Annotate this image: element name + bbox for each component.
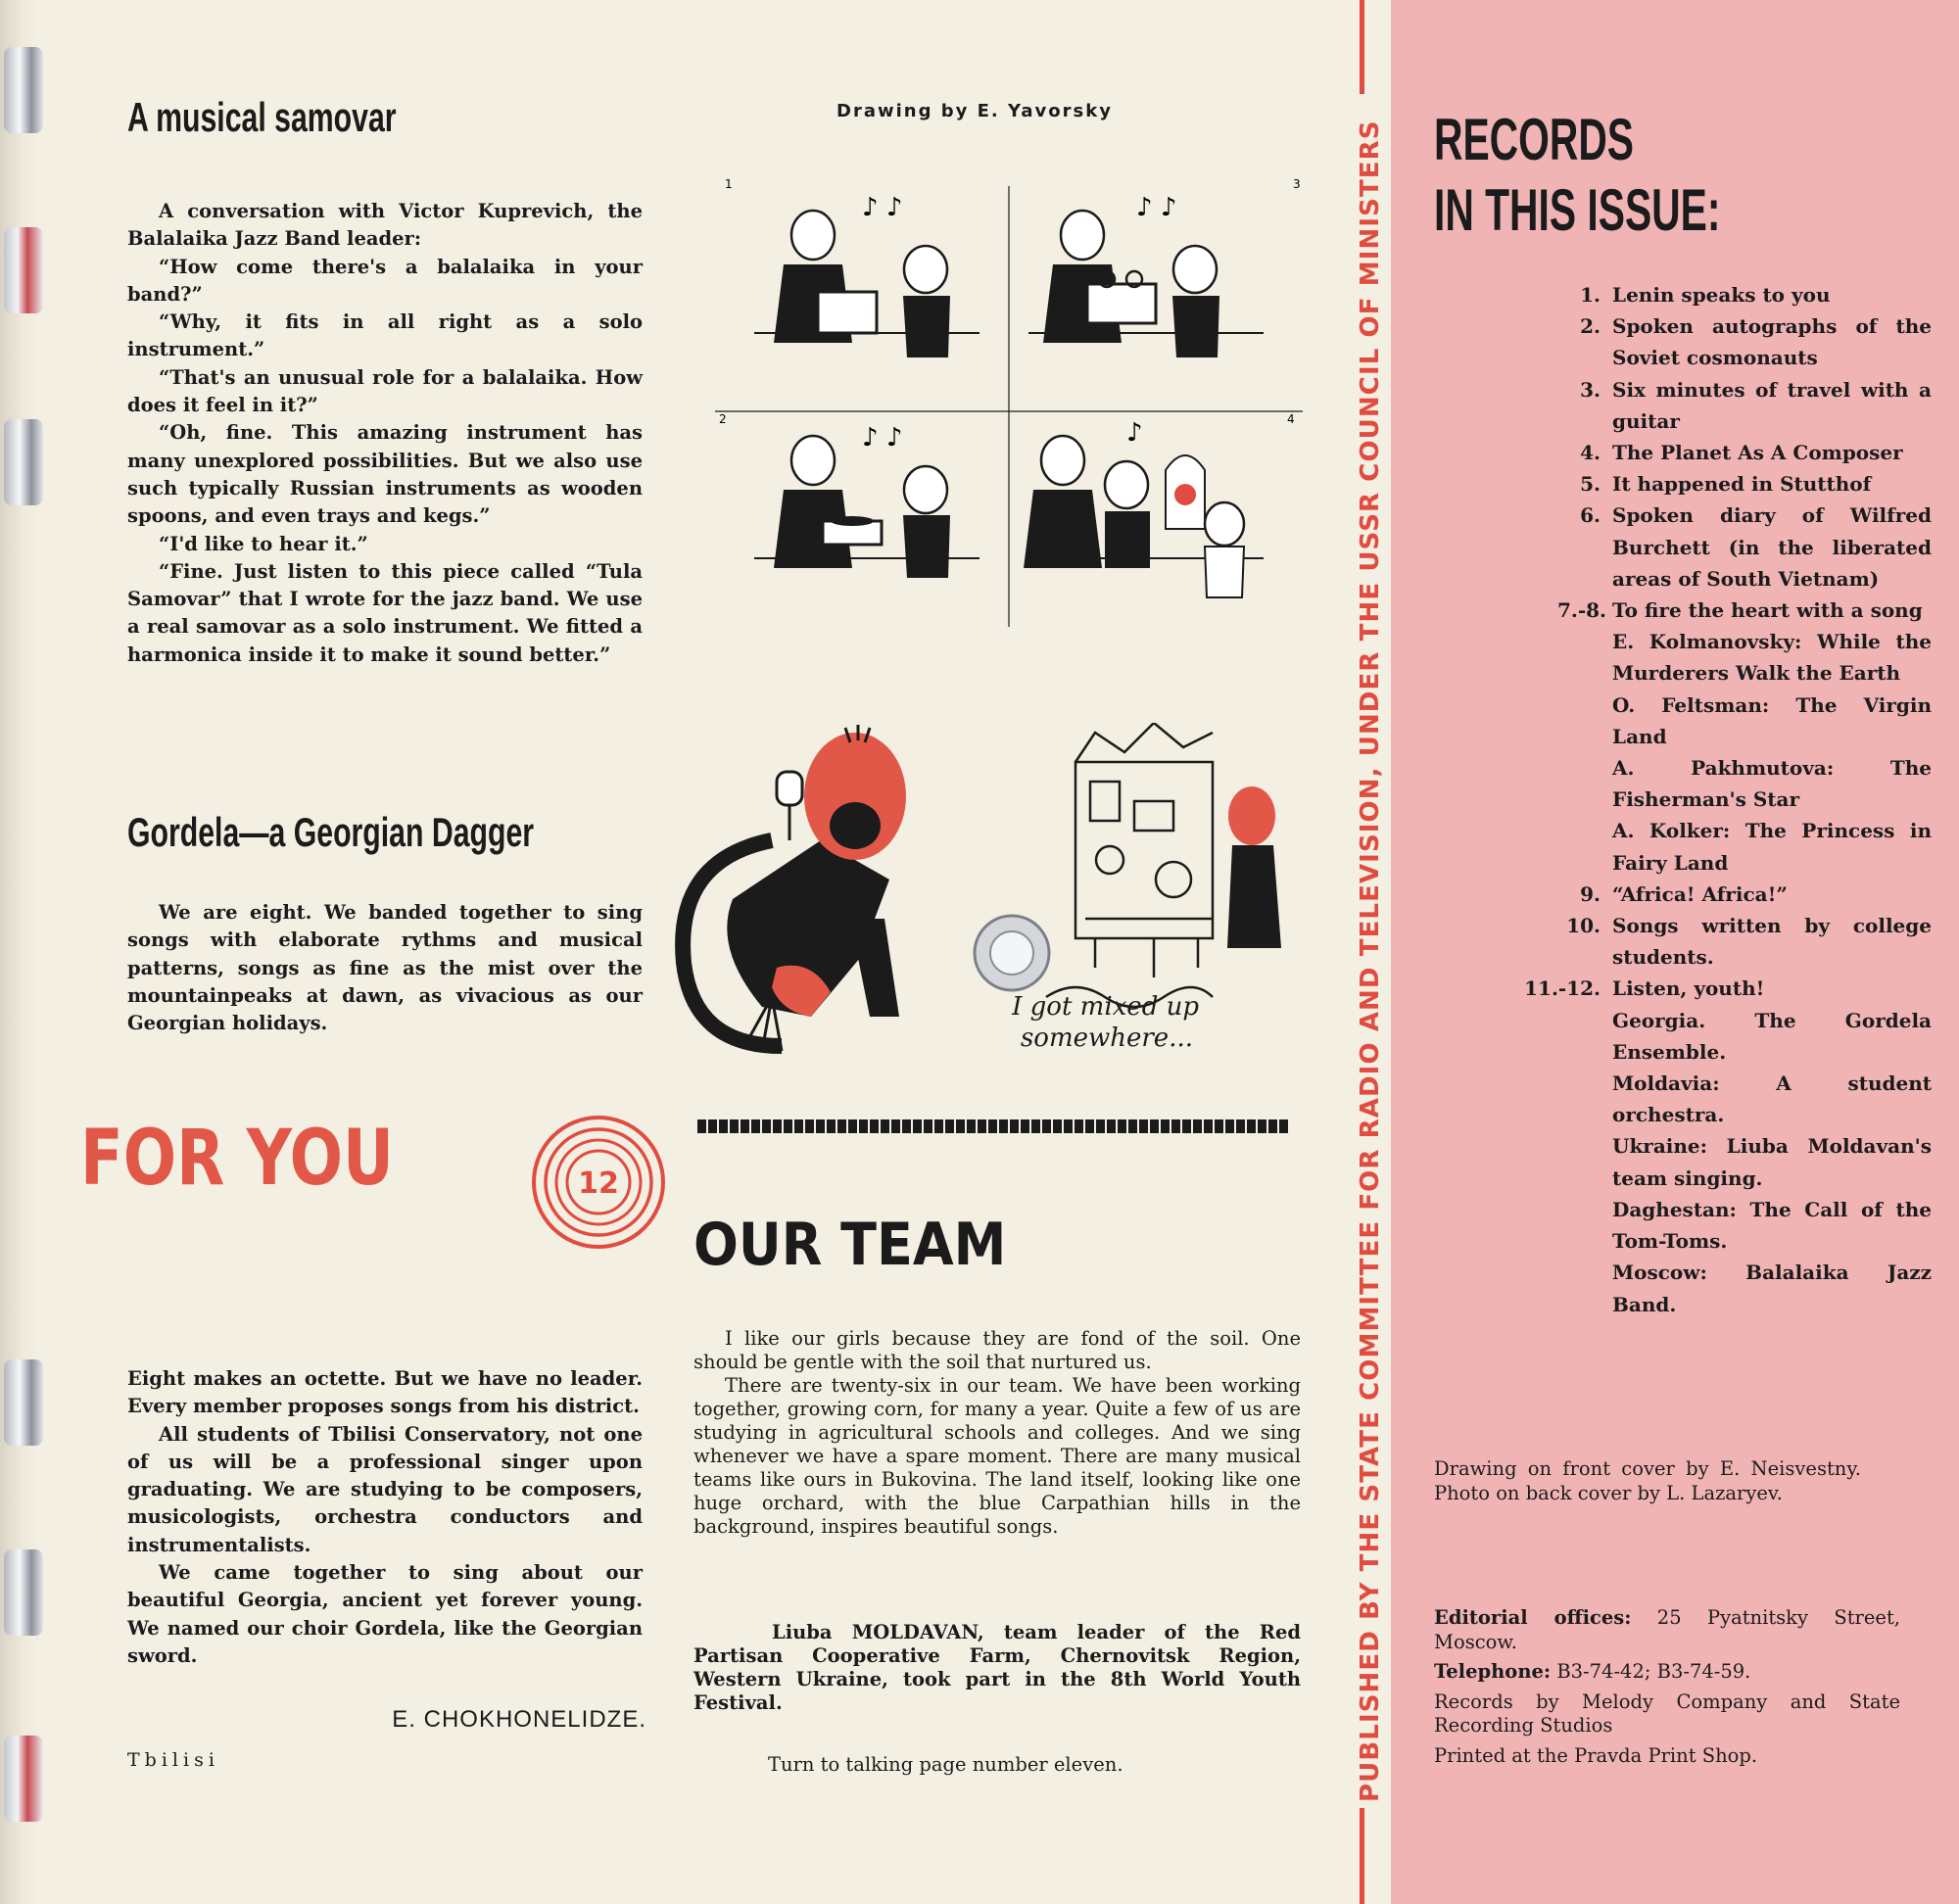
record-title: O. Feltsman: The Virgin Land (1612, 692, 1932, 748)
record-title: Spoken autographs of the Soviet cosmonauts (1612, 314, 1932, 370)
record-number: 2. (1580, 314, 1601, 339)
record-number: 6. (1580, 503, 1601, 528)
singer-and-machine-illustration (664, 723, 1301, 1061)
section-divider (697, 1119, 1290, 1133)
record-title: A. Kolker: The Princess in Fairy Land (1612, 819, 1932, 875)
record-title: Songs written by college students. (1612, 914, 1932, 970)
record-item (1518, 1257, 1932, 1319)
records-panel (1391, 0, 1959, 1904)
turn-page-note: Turn to talking page number eleven. (768, 1753, 1123, 1776)
publisher-line-wrap (1336, 98, 1385, 1802)
binding-ring (4, 1736, 43, 1822)
record-title: To fire the heart with a song (1612, 598, 1923, 623)
records-list (1518, 279, 1959, 1320)
record-title: E. Kolmanovsky: While the Murderers Walk the Earth (1612, 630, 1932, 686)
record-item (1518, 437, 1932, 468)
telephone-value: B3-74-42; B3-74-59. (1556, 1660, 1751, 1683)
panel-number: 3 (1293, 177, 1301, 191)
comic-panel (1028, 193, 1264, 357)
samovar-paragraph: “That's an unusual role for a balalaika. How does it feel in it?” (127, 365, 643, 417)
panel-number: 2 (719, 412, 727, 426)
cover-credits: Drawing on front cover by E. Neisvestny. Photo on back cover by L. Lazaryev. (1434, 1457, 1861, 1504)
records-title-line2: IN THIS ISSUE: (1434, 177, 1721, 243)
our-team-paragraph: There are twenty-six in our team. We have been working together, growing corn, for many a year. Quite a few of us are studying in agricultural schools and colleges. And we sing whenever we have a spare moment. There are many musical teams like ours in Bukovina. The land itself, looking like one huge orchard, with the blue Carpathian hills in the background, inspires beautiful songs. (693, 1374, 1301, 1538)
gordela-heading: Gordela—a Georgian Dagger (127, 809, 535, 855)
publisher-line: PUBLISHED BY THE STATE COMMITTEE FOR RADIO AND TELEVISION, UNDER THE USSR COUNCIL OF MINISTERS (1356, 119, 1385, 1802)
record-item (1518, 374, 1932, 437)
binding-ring (4, 227, 43, 313)
record-number: 11.-12. (1524, 976, 1601, 1001)
record-item (1518, 752, 1932, 815)
record-item (1518, 468, 1932, 500)
record-title: The Planet As A Composer (1612, 441, 1903, 465)
gordela-article (127, 1365, 643, 1670)
record-title: A. Pakhmutova: The Fisherman's Star (1612, 756, 1932, 812)
binding-ring (4, 1359, 43, 1446)
comic-panel (1024, 418, 1264, 597)
red-rule-bottom (1360, 1808, 1364, 1904)
record-title: Ukraine: Liuba Moldavan's team singing. (1612, 1134, 1932, 1190)
gordela-paragraph: We came together to sing about our beautiful Georgia, ancient yet forever young. We named our choir Gordela, like the Georgian sword. (127, 1561, 643, 1667)
samovar-paragraph: “Why, it fits in all right as a solo instrument.” (127, 310, 643, 361)
comic-panel (754, 193, 980, 357)
record-title: Daghestan: The Call of the Tom-Toms. (1612, 1197, 1932, 1254)
record-item (1518, 815, 1932, 878)
editorial-offices-line (1434, 1606, 1900, 1654)
gordela-place: Tbilisi (127, 1749, 219, 1771)
illustration-caption-line1: I got mixed up (1012, 992, 1199, 1022)
records-by-line: Records by Melody Company and State Recording Studios (1434, 1690, 1900, 1737)
record-item (1518, 1068, 1932, 1130)
record-item (1518, 595, 1932, 626)
record-item (1518, 1005, 1932, 1068)
panel-number: 1 (725, 177, 733, 191)
samovar-paragraph: “I'd like to hear it.” (159, 532, 368, 555)
record-item (1518, 910, 1932, 973)
record-number: 5. (1580, 472, 1601, 497)
svg-text:♪ ♪: ♪ ♪ (862, 193, 903, 222)
record-title: Georgia. The Gordela Ensemble. (1612, 1008, 1932, 1064)
svg-text:♪ ♪: ♪ ♪ (1136, 193, 1177, 222)
record-number: 9. (1580, 881, 1601, 906)
binding-ring (4, 47, 43, 133)
svg-text:♪: ♪ (1126, 418, 1143, 448)
record-title: Moscow: Balalaika Jazz Band. (1612, 1261, 1932, 1316)
record-title: “Africa! Africa!” (1612, 881, 1788, 906)
printed-at-line: Printed at the Pravda Print Shop. (1434, 1743, 1758, 1767)
samovar-heading: A musical samovar (127, 94, 397, 140)
samovar-paragraph: “Fine. Just listen to this piece called “Tula Samovar” that I wrote for the jazz band. We use a real samovar as a solo instrument. We fitted a harmonica inside it to make it sound better.” (127, 559, 643, 666)
gordela-intro-text: We are eight. We banded together to sing songs with elaborate rythms and musical patterns, songs as fine as the mist over the mountainpeaks at dawn, as vivacious as our Georgian holidays. (127, 901, 643, 1035)
drawing-credit: Drawing by E. Yavorsky (836, 101, 1113, 121)
gordela-paragraph: All students of Tbilisi Conservatory, not one of us will be a professional singer upon graduating. We are studying to be composers, musicologists, orchestra conductors and instrumentalists. (127, 1422, 643, 1556)
binding-ring (4, 1549, 43, 1636)
gordela-intro (127, 899, 643, 1037)
illustration-caption-line2: somewhere... (1020, 1023, 1193, 1053)
record-item (1518, 973, 1932, 1004)
record-number: 4. (1580, 441, 1601, 465)
samovar-article (127, 198, 643, 669)
record-item (1518, 310, 1932, 373)
comic-panel (754, 423, 980, 578)
record-number: 1. (1580, 283, 1601, 307)
record-number: 10. (1566, 914, 1601, 938)
svg-text:♪ ♪: ♪ ♪ (862, 423, 903, 452)
spiral-binding (0, 0, 39, 1904)
panel-number: 4 (1287, 412, 1295, 426)
badge-number: 12 (578, 1166, 619, 1201)
red-rule-top (1360, 0, 1364, 94)
samovar-paragraph: “How come there's a balalaika in your band?” (127, 255, 643, 306)
record-title: Lenin speaks to you (1612, 283, 1831, 307)
issue-number-badge (529, 1113, 668, 1252)
record-item (1518, 690, 1932, 752)
record-number: 7.-8. (1556, 598, 1606, 623)
record-item (1518, 879, 1932, 910)
editorial-info (1434, 1606, 1900, 1768)
record-item (1518, 500, 1932, 595)
samovar-paragraph: A conversation with Victor Kuprevich, the Balalaika Jazz Band leader: (127, 200, 643, 251)
editorial-offices-value: 25 Pyatnitsky Street, Moscow. (1434, 1606, 1900, 1653)
our-team-signature: Liuba MOLDAVAN, team leader of the Red Partisan Cooperative Farm, Chernovitsk Region, Western Ukraine, took part in the 8th World Youth Festival. (693, 1621, 1301, 1714)
record-item (1518, 1194, 1932, 1257)
record-title: It happened in Stutthof (1612, 472, 1872, 497)
record-item (1518, 1130, 1932, 1193)
samovar-paragraph: “Oh, fine. This amazing instrument has many unexplored possibilities. But we also use such typically Russian instruments as wooden spoons, and even trays and kegs.” (127, 421, 643, 528)
our-team-paragraph: I like our girls because they are fond of the soil. One should be gentle with the soil that nurtured us. (693, 1327, 1301, 1373)
our-team-article (693, 1327, 1301, 1539)
editorial-offices-label: Editorial offices: (1434, 1606, 1632, 1629)
record-item (1518, 279, 1932, 310)
comic-strip-illustration (715, 176, 1303, 627)
for-you-title: FOR YOU (80, 1115, 394, 1203)
record-title: Listen, youth! (1612, 976, 1765, 1001)
record-item (1518, 626, 1932, 689)
telephone-label: Telephone: (1434, 1660, 1552, 1683)
record-title: Spoken diary of Wilfred Burchett (in the liberated areas of South Vietnam) (1612, 503, 1932, 591)
binding-ring (4, 419, 43, 505)
record-number: 3. (1580, 377, 1601, 402)
gordela-paragraph: Eight makes an octette. But we have no leader. Every member proposes songs from his district. (127, 1367, 643, 1418)
record-title: Six minutes of travel with a guitar (1612, 377, 1932, 433)
record-title: Moldavia: A student orchestra. (1612, 1071, 1932, 1127)
gordela-signature: E. CHOKHONELIDZE. (392, 1706, 646, 1733)
records-title-line1: RECORDS (1434, 107, 1635, 172)
telephone-line (1434, 1660, 1900, 1685)
our-team-heading: OUR TEAM (693, 1211, 1007, 1279)
